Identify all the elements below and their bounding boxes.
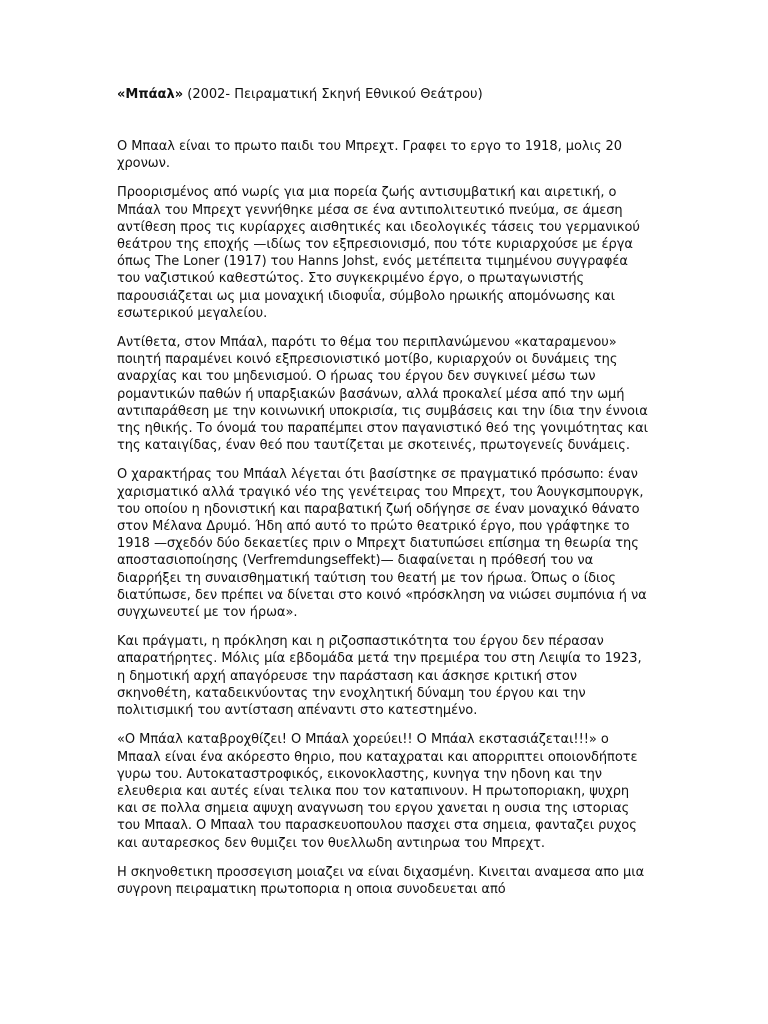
heading-title: «Μπάαλ» [117,87,184,102]
paragraph-5: Και πράγματι, η πρόκληση και η ριζοσπαστικότητα του έργου δεν πέρασαν απαρατήρητες. Μόλις μία εβδομάδα μετά την πρεμιέρα του στη Λειψία το 1923, η δημοτική αρχή απαγόρευσε την παράσταση και άσκησε κριτική στον σκηνοθέτη, καταδεικνύοντας την ενοχλητική δύναμη του έργου και την πολιτισμική του αντίσταση απέναντι στο κατεστημένο. [117,634,642,719]
heading-subtitle: (2002- Πειραματική Σκηνή Εθνικού Θεάτρου) [183,87,483,102]
paragraph-6: «Ο Μπάαλ καταβροχθίζει! Ο Μπάαλ χορεύει!! Ο Μπάαλ εκστασιάζεται!!!» ο Μπααλ είναι ένα ακόρεστο θηριο, που καταχραται και απορριπτει οποιονδήποτε γυρω του. Αυτοκαταστροφικός, εικονοκλαστης, κυνηγα την ηδονη και την ελευθερια και αυτές είναι τελικα που τον καταπινουν. Η πρωτοποριακη, ψυχρη και σε πολλα σημεια αψυχη αναγνωση του εργου χανεται η ουσια της ιστοριας του Μπααλ. Ο Μπααλ του παρασκευοπουλου πασχει στα σημεια, φανταζει ρυχος και αυταρεσκος δεν θυμιζει τον θυελλωδη αντιηρωα του Μπρεχτ. [117,732,638,851]
paragraph-4: Ο χαρακτήρας του Μπάαλ λέγεται ότι βασίστηκε σε πραγματικό πρόσωπο: έναν χαρισματικό αλλά τραγικό νέο της γενέτειρας του Μπρεχτ, του Άουγκσμπουργκ, του οποίου η ηδονιστική και παραβατική ζωή οδήγησε σε έναν μοναχικό θάνατο στον Μέλανα Δρυμό. Ήδη από αυτό το πρώτο θεατρικό έργο, που γράφτηκε το 1918 —σχεδόν δύο δεκαετίες πριν ο Μπρεχτ διατυπώσει επίσημα τη θεωρία της αποστασιοποίησης (Verfremdungseffekt)— διαφαίνεται η πρόθεσή του να διαρρήξει τη συναισθηματική ταύτιση του θεατή με τον ήρωα. Όπως ο ίδιος διατύπωσε, δεν πρέπει να δίνεται στο κοινό «πρόσκληση να νιώσει συμπόνια ή να συγχωνευτεί με τον ήρωα». [117,467,647,621]
paragraph-7: Η σκηνοθετικη προσσεγιση μοιαζει να είναι διχασμένη. Κινειται αναμεσα απο μια συγρονη πειραματικη πρωτοπορια η οποια συνοδευεται από [117,864,645,897]
paragraph-2: Προορισμένος από νωρίς για μια πορεία ζωής αντισυμβατική και αιρετική, ο Μπάαλ του Μπρεχτ γεννήθηκε μέσα σε ένα αντιπολιτευτικό πνεύμα, σε άμεση αντίθεση προς τις κυρίαρχες αισθητικές και ιδεολογικές τάσεις του γερμανικού θεάτρου της εποχής —ιδίως τον εξπρεσιονισμό, που τότε κυριαρχούσε με έργα όπως The Loner (1917) του Hanns Johst, ενός μετέπειτα τιμημένου συγγραφέα του ναζιστικού καθεστώτος. Στο συγκεκριμένο έργο, ο πρωταγωνιστής παρουσιάζεται ως μια μοναχική ιδιοφυΐα, σύμβολο ηρωικής απομόνωσης και εσωτερικού μεγαλείου. [117,185,640,321]
document-page [117,86,652,910]
paragraph-1: Ο Μπααλ είναι το πρωτο παιδι του Μπρεχτ. Γραφει το εργο το 1918, μολις 20 χρονων. [117,139,622,172]
document-heading [117,86,652,104]
paragraph-3: Αντίθετα, στον Μπάαλ, παρότι το θέμα του περιπλανώμενου «καταραμενου» ποιητή παραμένει κοινό εξπρεσιονιστικό μοτίβο, κυριαρχούν οι δυνάμεις της αναρχίας και του μηδενισμού. Ο ήρωας του έργου δεν συγκινεί μέσω των ρομαντικών παθών ή υπαρξιακών βασάνων, αλλά προκαλεί μέσα από την ωμή αντιπαράθεση με την κοινωνική υποκρισία, τις συμβάσεις και την ίδια την έννοια της ηθικής. Το όνομά του παραπέμπει στον παγανιστικό θεό της γονιμότητας και της καταιγίδας, έναν θεό που ταυτίζεται με σκοτεινές, πρωτογενείς δυνάμεις. [117,335,648,454]
